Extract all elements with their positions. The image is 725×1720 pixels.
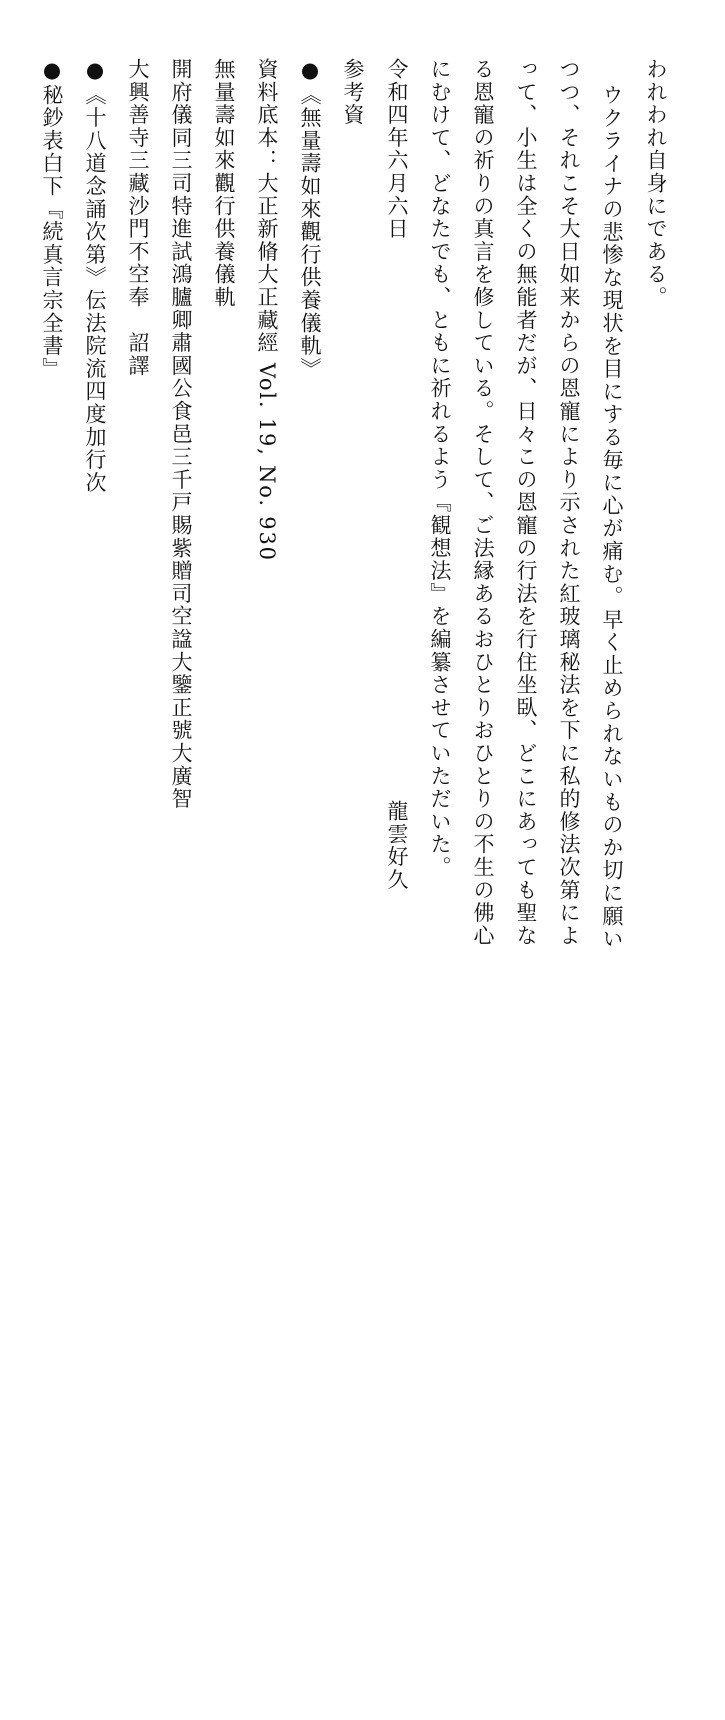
body-line-5: る恩寵の祈りの真言を修している。そして、ご法縁あるおひとりおひとりの不生の佛心 (471, 58, 495, 948)
references-heading: 参考資 (341, 58, 365, 127)
date-line: 令和四年六月六日 (385, 58, 409, 241)
body-line-6: にむけて、どなたでも、ともに祈れるよう『観想法』を編纂させていただいた。 (428, 58, 452, 879)
body-line-3: つつ、それこそ大日如来からの恩寵により示された紅玻璃秘法を下に私的修法次第によ (557, 58, 581, 948)
reference-item: 無量壽如來觀行供養儀軌 (212, 58, 236, 309)
reference-item: 資料底本：大正新脩大正藏經 Vol. 19, No. 930 (255, 58, 279, 562)
author-name: 龍雲好久 (385, 800, 409, 892)
reference-item: 大興善寺三藏沙門不空奉 詔譯 (126, 58, 150, 378)
reference-item: 開府儀同三司特進試鴻臚卿肅國公食邑三千戸賜紫贈司空諡大鑒正號大廣智 (169, 58, 193, 811)
body-line-4: って、小生は全くの無能者だが、日々この恩寵の行法を行住坐臥、どこにあっても聖な (514, 58, 538, 948)
reference-item: ●《十八道念誦次第》伝法院流四度加行次 (83, 58, 107, 495)
reference-item: ●《無量壽如來觀行供養儀軌》 (298, 58, 322, 381)
reference-item: ●秘鈔表白下『続真言宗全書』 (40, 58, 64, 381)
body-line-2: ウクライナの悲惨な現状を目にする毎に心が痛む。早く止められないものか切に願い (600, 84, 624, 951)
body-line-1: われわれ自身にである。 (644, 58, 668, 309)
